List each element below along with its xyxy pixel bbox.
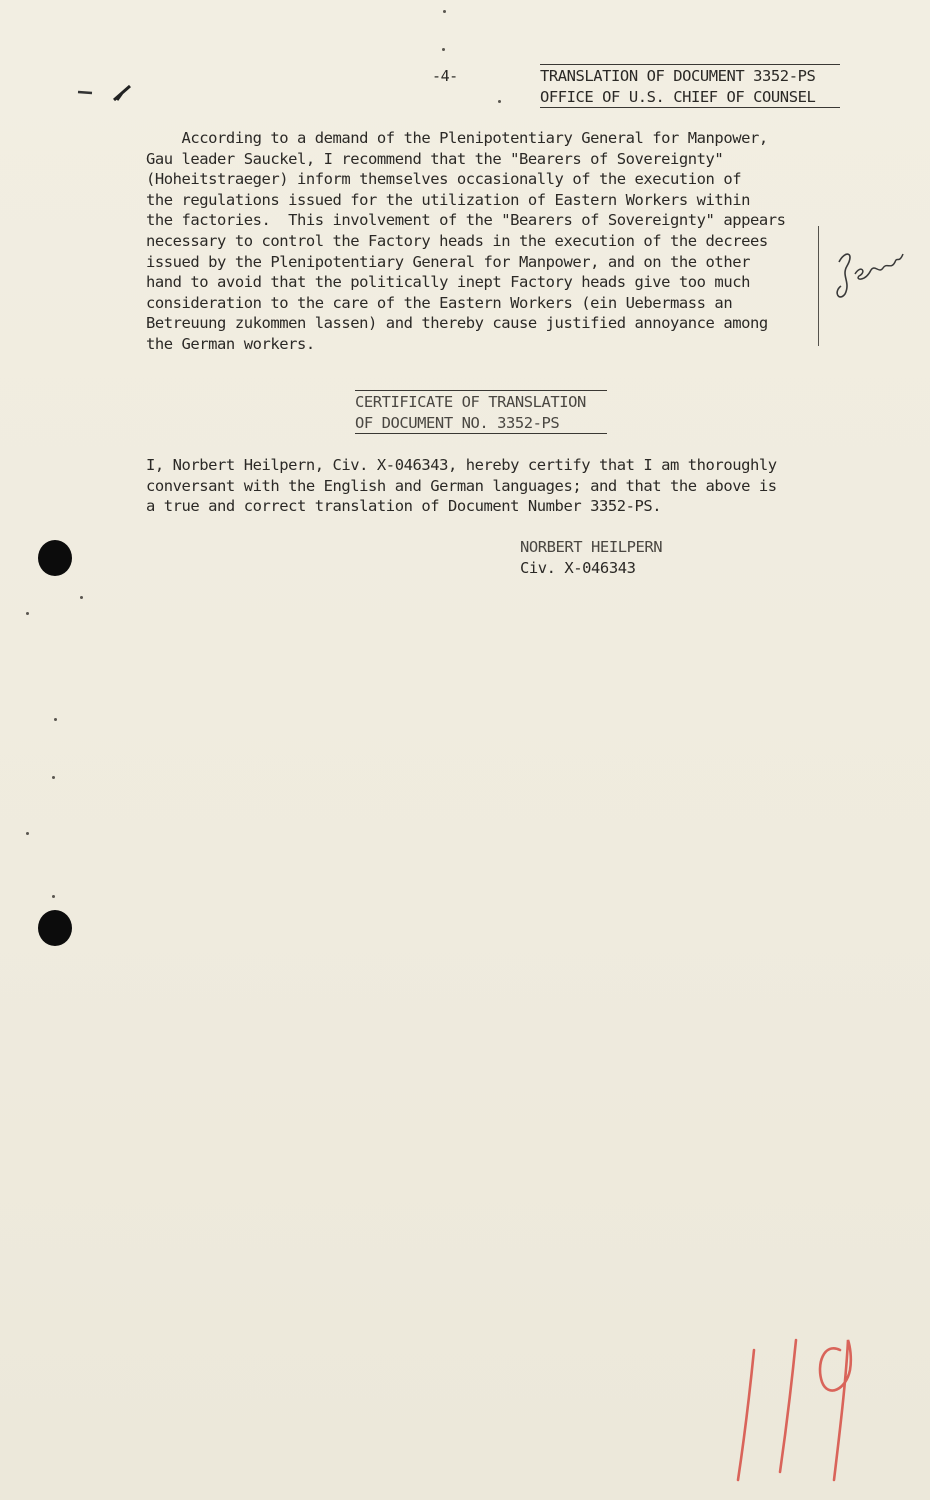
signature-id: Civ. X-046343	[520, 558, 636, 577]
body-line: hand to avoid that the politically inept Factory heads give too much	[146, 273, 750, 292]
punch-hole	[38, 910, 72, 946]
certificate-line: conversant with the English and German languages; and that the above is	[146, 476, 777, 495]
certificate-title	[355, 390, 607, 434]
speck	[443, 10, 446, 13]
body-line: the regulations issued for the utilization of Eastern Workers within	[146, 190, 750, 209]
speck	[442, 48, 445, 51]
body-line: Betreuung zukommen lassen) and thereby cause justified annoyance among	[146, 314, 768, 333]
body-line: consideration to the care of the Eastern Workers (ein Uebermass an	[146, 293, 733, 312]
speck	[26, 612, 29, 615]
signature-name: NORBERT HEILPERN	[520, 538, 663, 556]
body-line: the German workers.	[146, 334, 315, 353]
certificate-body	[146, 455, 777, 517]
body-line: the factories. This involvement of the "Bearers of Sovereignty" appears	[146, 211, 786, 230]
certificate-title-line: OF DOCUMENT NO. 3352-PS	[355, 413, 607, 435]
speck	[52, 895, 55, 898]
body-line: issued by the Plenipotentiary General for Manpower, and on the other	[146, 252, 750, 271]
page-marker: -4-	[432, 67, 458, 85]
stray-mark	[70, 78, 140, 108]
speck	[52, 776, 55, 779]
handwritten-page-number-image	[728, 1320, 878, 1490]
speck	[498, 100, 501, 103]
body-paragraph	[146, 128, 846, 355]
punch-hole	[38, 540, 72, 576]
margin-bracket	[818, 226, 821, 346]
translation-line: TRANSLATION OF DOCUMENT 3352-PS	[540, 64, 840, 87]
certificate-title-line: CERTIFICATE OF TRANSLATION	[355, 390, 607, 413]
signature-block	[520, 537, 662, 578]
speck	[54, 718, 57, 721]
body-line: necessary to control the Factory heads in the execution of the decrees	[146, 231, 768, 250]
certificate-line: a true and correct translation of Document Number 3352-PS.	[146, 497, 662, 516]
body-line: (Hoheitstraeger) inform themselves occasionally of the execution of	[146, 170, 742, 189]
office-line: OFFICE OF U.S. CHIEF OF COUNSEL	[540, 87, 840, 109]
certificate-line: I, Norbert Heilpern, Civ. X-046343, hereby certify that I am thoroughly	[146, 456, 777, 474]
speck	[26, 832, 29, 835]
body-line: According to a demand of the Plenipotentiary General for Manpower,	[146, 129, 768, 147]
document-header	[540, 64, 840, 108]
speck	[80, 596, 83, 599]
body-line: Gau leader Sauckel, I recommend that the "Bearers of Sovereignty"	[146, 149, 724, 168]
handwritten-initials-image	[825, 240, 905, 310]
